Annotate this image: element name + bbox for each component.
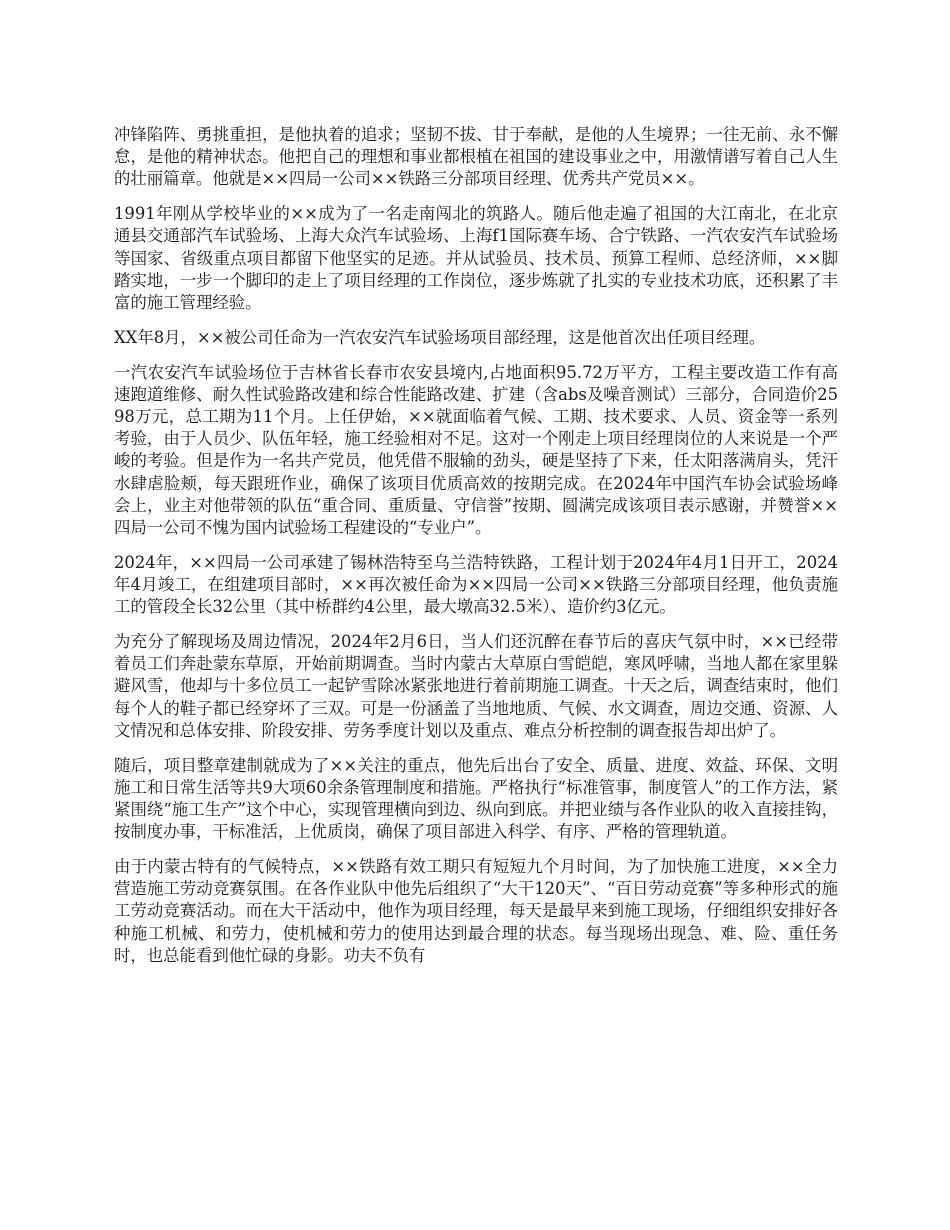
- paragraph-management: 随后，项目整章建制就成为了××关注的重点，他先后出台了安全、质量、进度、效益、环保、文明施工和日常生活等共9大项60余条管理制度和措施。严格执行“标准管事，制度管人”的工作方法，紧紧围绕“施工生产”这个中心，实现管理横向到边、纵向到底。并把业绩与各作业队的收入直接挂钩，按制度办事，干标准活，上优质岗，确保了项目部进入科学、有序、严格的管理轨道。: [114, 755, 838, 842]
- paragraph-test-site: 一汽农安汽车试验场位于吉林省长春市农安县境内,占地面积95.72万平方，工程主要改造工作有高速跑道维修、耐久性试验路改建和综合性能路改建、扩建（含abs及噪音测试）三部分，合同造价2598万元，总工期为11个月。上任伊始，××就面临着气候、工期、技术要求、人员、资金等一系列考验，由于人员少、队伍年轻，施工经验相对不足。这对一个刚走上项目经理岗位的人来说是一个严峻的考验。但是作为一名共产党员，他凭借不服输的劲头，硬是坚持了下来，任太阳落满肩头，凭汗水肆虐脸颊，每天跟班作业，确保了该项目优质高效的按期完成。在2024年中国汽车协会试验场峰会上，业主对他带领的队伍“重合同、重质量、守信誉”按期、圆满完成该项目表示感谢，并赞誉××四局一公司不愧为国内试验场工程建设的“专业户”。: [114, 362, 838, 538]
- document-body: [114, 124, 838, 980]
- paragraph-career: 1991年刚从学校毕业的××成为了一名走南闯北的筑路人。随后他走遍了祖国的大江南北，在北京通县交通部汽车试验场、上海大众汽车试验场、上海f1国际赛车场、合宁铁路、一汽农安汽车试验场等国家、省级重点项目都留下他坚实的足迹。并从试验员、技术员、预算工程师、总经济师，××脚踏实地，一步一个脚印的走上了项目经理的工作岗位，逐步炼就了扎实的专业技术功底，还积累了丰富的施工管理经验。: [114, 204, 838, 313]
- paragraph-railway: 2024年，××四局一公司承建了锡林浩特至乌兰浩特铁路，工程计划于2024年4月1日开工，2024年4月竣工，在组建项目部时，××再次被任命为××四局一公司××铁路三分部项目经理，他负责施工的管段全长32公里（其中桥群约4公里，最大墩高32.5米）、造价约3亿元。: [114, 552, 838, 617]
- paragraph-appointment: XX年8月，××被公司任命为一汽农安汽车试验场项目部经理，这是他首次出任项目经理。: [114, 327, 766, 347]
- paragraph-survey: 为充分了解现场及周边情况，2024年2月6日，当人们还沉醉在春节后的喜庆气氛中时，××已经带着员工们奔赴蒙东草原，开始前期调查。当时内蒙古大草原白雪皑皑，寒风呼啸，当地人都在家里躲避风雪，他却与十多位员工一起铲雪除冰紧张地进行着前期施工调查。十天之后，调查结束时，他们每个人的鞋子都已经穿坏了三双。可是一份涵盖了当地地质、气候、水文调查，周边交通、资源、人文情况和总体安排、阶段安排、劳务季度计划以及重点、难点分析控制的调查报告却出炉了。: [114, 632, 838, 740]
- paragraph-intro: 冲锋陷阵、勇挑重担，是他执着的追求；坚韧不拔、甘于奉献，是他的人生境界；一往无前、永不懈怠，是他的精神状态。他把自己的理想和事业都根植在祖国的建设事业之中，用激情谱写着自己人生的壮丽篇章。他就是××四局一公司××铁路三分部项目经理、优秀共产党员××。: [114, 125, 838, 189]
- paragraph-competition: 由于内蒙古特有的气候特点，××铁路有效工期只有短短九个月时间，为了加快施工进度，××全力营造施工劳动竞赛氛围。在各作业队中他先后组织了“大干120天”、“百日劳动竞赛”等多种形式的施工劳动竞赛活动。而在大干活动中，他作为项目经理，每天是最早来到施工现场，仔细组织安排好各种施工机械、和劳力，使机械和劳力的使用达到最合理的状态。每当现场出现急、难、险、重任务时，也总能看到他忙碌的身影。功夫不负有: [114, 857, 838, 965]
